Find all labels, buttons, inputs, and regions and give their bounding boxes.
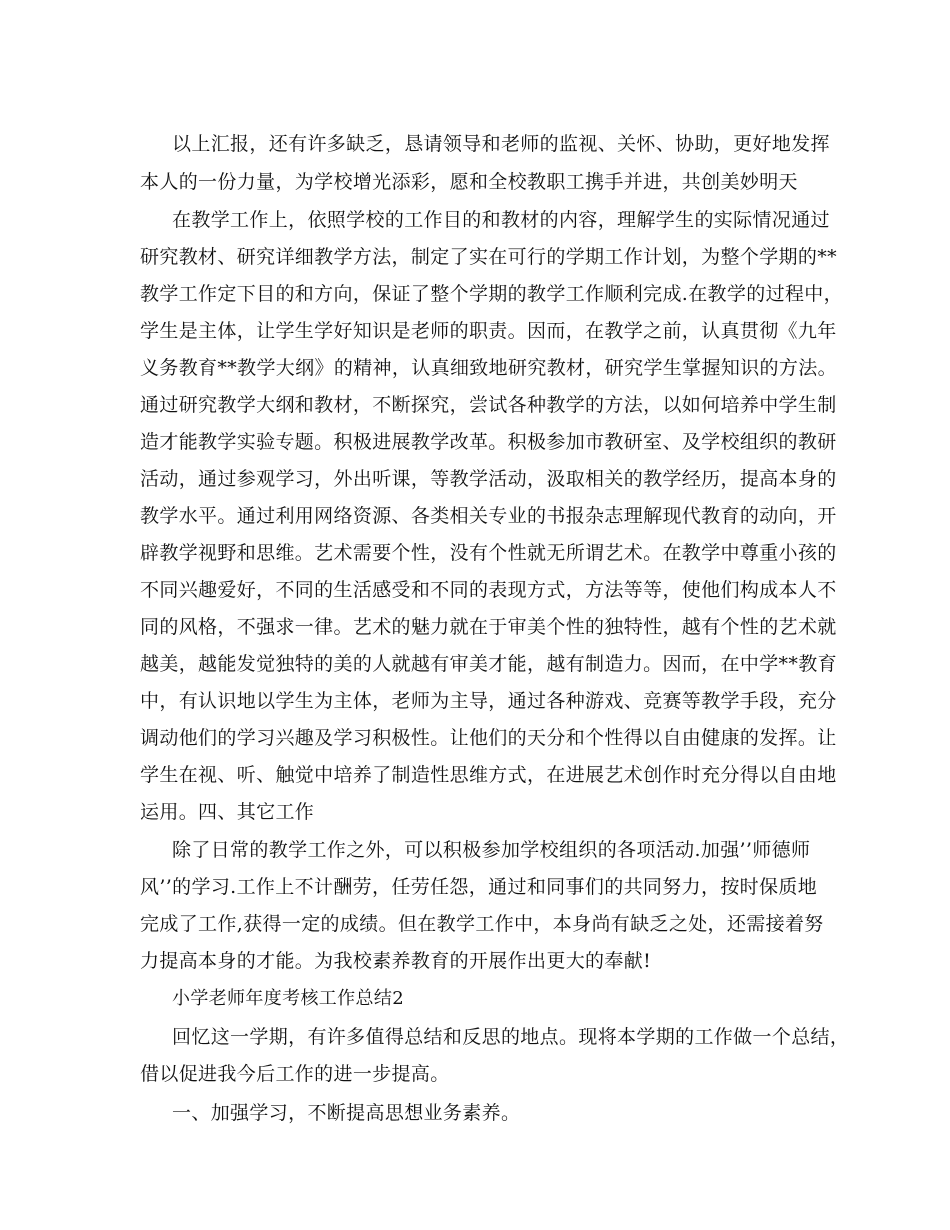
text-line: 借以促进我今后工作的进一步提高。 <box>140 1063 450 1085</box>
text-line: 力提高本身的才能。为我校素养教育的开展作出更大的奉献! <box>140 950 652 972</box>
text-line: 学生在视、听、触觉中培养了制造性思维方式，在进展艺术创作时充分得以自由地 <box>140 764 837 786</box>
text-line: 除了日常的教学工作之外，可以积极参加学校组织的各项活动.加强’’师德师 <box>172 839 811 861</box>
text-line: 在教学工作上，依照学校的工作目的和教材的内容，理解学生的实际情况通过 <box>172 209 830 231</box>
text-line: 造才能教学实验专题。积极进展教学改革。积极参加市教研室、及学校组织的教研 <box>140 431 837 453</box>
text-line: 越美，越能发觉独特的美的人就越有审美才能，越有制造力。因而，在中学**教育 <box>140 653 837 675</box>
text-line: 完成了工作,获得一定的成绩。但在教学工作中，本身尚有缺乏之处，还需接着努 <box>140 913 824 935</box>
text-line: 一、加强学习，不断提高思想业务素养。 <box>172 1102 521 1124</box>
text-line: 教学水平。通过利用网络资源、各类相关专业的书报杂志理解现代教育的动向，开 <box>140 505 837 527</box>
text-line: 中，有认识地以学生为主体，老师为主导，通过各种游戏、竞赛等教学手段，充分 <box>140 690 837 712</box>
text-line: 教学工作定下目的和方向，保证了整个学期的教学工作顺利完成.在教学的过程中， <box>140 283 843 305</box>
text-line: 以上汇报，还有许多缺乏，恳请领导和老师的监视、关怀、协助，更好地发挥 <box>172 133 830 155</box>
text-line: 同的风格，不强求一律。艺术的魅力就在于审美个性的独特性，越有个性的艺术就 <box>140 616 837 638</box>
text-line: 回忆这一学期，有许多值得总结和反思的地点。现将本学期的工作做一个总结， <box>172 1026 850 1048</box>
text-line: 活动，通过参观学习，外出听课，等教学活动，汲取相关的教学经历，提高本身的 <box>140 468 837 490</box>
text-line: 运用。四、其它工作 <box>140 801 315 823</box>
section-title: 小学老师年度考核工作总结2 <box>172 988 405 1009</box>
text-line: 辟教学视野和思维。艺术需要个性，没有个性就无所谓艺术。在教学中尊重小孩的 <box>140 542 837 564</box>
text-line: 调动他们的学习兴趣及学习积极性。让他们的天分和个性得以自由健康的发挥。让 <box>140 727 837 749</box>
text-line: 研究教材、研究详细教学方法，制定了实在可行的学期工作计划，为整个学期的** <box>140 246 837 268</box>
text-line: 风’’的学习.工作上不计酬劳，任劳任怨，通过和同事们的共同努力，按时保质地 <box>140 876 818 898</box>
text-line: 本人的一份力量，为学校增光添彩，愿和全校教职工携手并进，共创美妙明天 <box>140 171 798 193</box>
text-line: 学生是主体，让学生学好知识是老师的职责。因而，在教学之前，认真贯彻《九年 <box>140 320 837 342</box>
text-line: 不同兴趣爱好，不同的生活感受和不同的表现方式，方法等等，使他们构成本人不 <box>140 579 837 601</box>
text-line: 通过研究教学大纲和教材，不断探究，尝试各种教学的方法，以如何培养中学生制 <box>140 394 837 416</box>
text-line: 义务教育**教学大纲》的精神，认真细致地研究教材，研究学生掌握知识的方法。 <box>140 357 837 379</box>
